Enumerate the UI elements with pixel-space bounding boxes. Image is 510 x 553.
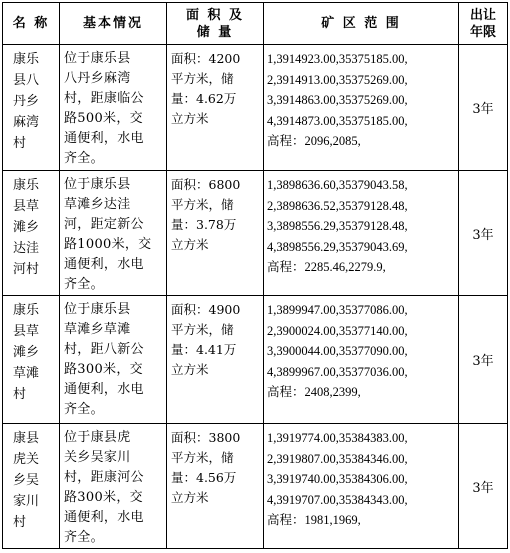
area-reserve-cell-line: 面积：4200 bbox=[171, 51, 241, 66]
mine-range-cell-line: 4,3899967.00,35377036.00, bbox=[267, 364, 408, 379]
area-reserve-cell-line: 量：4.56万 bbox=[171, 470, 237, 485]
basic-info-cell-line: 关乡吴家川 bbox=[64, 450, 131, 465]
basic-info-cell-line: 通便利，水电 bbox=[64, 257, 144, 272]
basic-info-cell-line: 村，距八新公 bbox=[64, 342, 144, 357]
basic-info-cell-line: 村，距康河公 bbox=[64, 470, 144, 485]
site-name-cell bbox=[3, 424, 60, 549]
basic-info-cell-line: 通便利，水电 bbox=[64, 510, 144, 525]
basic-info-cell-line: 路300米，交 bbox=[64, 490, 143, 505]
site-name-cell-line: 村 bbox=[13, 387, 27, 402]
area-reserve-cell-line: 平方米，储 bbox=[171, 71, 234, 86]
header-info: 基本情况 bbox=[60, 3, 167, 45]
header-coords: 矿 区 范 围 bbox=[264, 3, 459, 45]
header-area-line1: 面 积 及 bbox=[185, 7, 245, 23]
site-name-cell-line: 虎关 bbox=[13, 452, 40, 467]
mine-range-cell-line: 2,3919807.00,35384346.00, bbox=[267, 451, 408, 466]
mine-range-cell-line: 1,3899947.00,35377086.00, bbox=[267, 303, 408, 317]
header-name: 名 称 bbox=[3, 3, 60, 45]
mine-range-cell-line: 4,3898556.29,35379043.69, bbox=[267, 239, 408, 254]
mine-range-cell-line: 高程：2285.46,2279.9, bbox=[267, 260, 386, 274]
basic-info-cell-line: 齐全。 bbox=[64, 151, 104, 166]
site-name-cell bbox=[3, 296, 60, 424]
transfer-years-cell: 3年 bbox=[459, 171, 508, 296]
site-name-cell-line: 村 bbox=[13, 136, 27, 151]
basic-info-cell-line: 河，距定新公 bbox=[64, 217, 144, 232]
basic-info-cell-line: 位于康乐县 bbox=[64, 177, 131, 192]
basic-info-cell-line: 草滩乡达洼 bbox=[64, 197, 131, 212]
basic-info-cell-line: 通便利，水电 bbox=[64, 382, 144, 397]
area-reserve-cell-line: 立方米 bbox=[171, 490, 209, 505]
area-reserve-cell-line: 量：3.78万 bbox=[171, 217, 237, 232]
site-name-cell-line: 家川 bbox=[13, 494, 40, 509]
basic-info-cell bbox=[60, 171, 167, 296]
mine-range-cell-line: 4,3914873.00,35375185.00, bbox=[267, 113, 408, 128]
mine-range-cell-line: 2,3914913.00,35375269.00, bbox=[267, 72, 408, 87]
site-name-cell bbox=[3, 45, 60, 171]
header-years-line2: 年限 bbox=[469, 24, 496, 40]
site-name-cell-line: 滩乡 bbox=[13, 345, 40, 360]
area-reserve-cell-line: 立方米 bbox=[171, 362, 209, 377]
basic-info-cell-line: 通便利，水电 bbox=[64, 131, 144, 146]
basic-info-cell-line: 草滩乡草滩 bbox=[64, 322, 131, 337]
mine-range-cell-line: 高程：2408,2399, bbox=[267, 385, 361, 399]
mine-range-cell-line: 4,3919707.00,35384343.00, bbox=[267, 492, 408, 507]
mine-range-cell bbox=[264, 171, 459, 296]
site-name-cell-line: 康乐 bbox=[13, 52, 40, 67]
area-reserve-cell-line: 面积：3800 bbox=[171, 430, 241, 445]
header-area-line2: 储 量 bbox=[196, 24, 234, 40]
basic-info-cell bbox=[60, 296, 167, 424]
mine-range-cell bbox=[264, 424, 459, 549]
site-name-cell-line: 康县 bbox=[13, 431, 40, 446]
area-reserve-cell-line: 面积：4900 bbox=[171, 302, 241, 317]
site-name-cell-line: 康乐 bbox=[13, 303, 40, 318]
mining-rights-table bbox=[2, 2, 508, 549]
mine-range-cell-line: 高程：2096,2085, bbox=[267, 134, 361, 148]
mine-range-cell-line: 3,3919740.00,35384306.00, bbox=[267, 472, 408, 486]
area-reserve-cell-line: 面积：6800 bbox=[171, 177, 241, 192]
area-reserve-cell-line: 平方米，储 bbox=[171, 197, 234, 212]
mine-range-cell-line: 高程：1981,1969, bbox=[267, 513, 361, 527]
transfer-years-cell: 3年 bbox=[459, 45, 508, 171]
mine-range-cell-line: 1,3898636.60,35379043.58, bbox=[267, 178, 408, 192]
mine-range-cell-line: 3,3900044.00,35377090.00, bbox=[267, 344, 408, 358]
mine-range-cell bbox=[264, 296, 459, 424]
site-name-cell bbox=[3, 171, 60, 296]
table-row bbox=[3, 424, 508, 549]
basic-info-cell-line: 路300米，交 bbox=[64, 362, 143, 377]
area-reserve-cell-line: 量：4.62万 bbox=[171, 91, 237, 106]
basic-info-cell-line: 路500米，交 bbox=[64, 111, 143, 126]
site-name-cell-line: 县草 bbox=[13, 199, 40, 214]
basic-info-cell-line: 位于康县虎 bbox=[64, 430, 131, 445]
basic-info-cell-line: 齐全。 bbox=[64, 277, 104, 292]
basic-info-cell-line: 村，距康临公 bbox=[64, 91, 144, 106]
area-reserve-cell bbox=[167, 424, 264, 549]
table-row bbox=[3, 296, 508, 424]
site-name-cell-line: 村 bbox=[13, 515, 27, 530]
mine-range-cell-line: 2,3898636.52,35379128.48, bbox=[267, 198, 408, 213]
area-reserve-cell bbox=[167, 45, 264, 171]
area-reserve-cell-line: 平方米，储 bbox=[171, 450, 234, 465]
area-reserve-cell-line: 量：4.41万 bbox=[171, 342, 237, 357]
header-years bbox=[459, 3, 508, 45]
area-reserve-cell bbox=[167, 296, 264, 424]
basic-info-cell-line: 齐全。 bbox=[64, 402, 104, 417]
header-row bbox=[3, 3, 508, 45]
mine-range-cell-line: 2,3900024.00,35377140.00, bbox=[267, 323, 408, 338]
site-name-cell-line: 丹乡 bbox=[13, 94, 40, 109]
site-name-cell-line: 滩乡 bbox=[13, 220, 40, 235]
area-reserve-cell-line: 立方米 bbox=[171, 237, 209, 252]
site-name-cell-line: 康乐 bbox=[13, 178, 40, 193]
site-name-cell-line: 县草 bbox=[13, 324, 40, 339]
area-reserve-cell bbox=[167, 171, 264, 296]
mine-range-cell-line: 3,3914863.00,35375269.00, bbox=[267, 93, 408, 107]
basic-info-cell-line: 齐全。 bbox=[64, 530, 104, 545]
area-reserve-cell-line: 平方米，储 bbox=[171, 322, 234, 337]
mine-range-cell-line: 1,3919774.00,35384383.00, bbox=[267, 431, 408, 445]
basic-info-cell-line: 位于康乐县 bbox=[64, 51, 131, 66]
site-name-cell-line: 草滩 bbox=[13, 366, 40, 381]
mine-range-cell-line: 3,3898556.29,35379128.48, bbox=[267, 219, 408, 233]
site-name-cell-line: 麻湾 bbox=[13, 115, 40, 130]
mine-range-cell-line: 1,3914923.00,35375185.00, bbox=[267, 52, 408, 66]
header-area bbox=[167, 3, 264, 45]
basic-info-cell bbox=[60, 424, 167, 549]
table-row bbox=[3, 171, 508, 296]
basic-info-cell-line: 位于康乐县 bbox=[64, 302, 131, 317]
site-name-cell-line: 达洼 bbox=[13, 241, 40, 256]
header-years-line1: 出让 bbox=[469, 7, 496, 23]
basic-info-cell bbox=[60, 45, 167, 171]
site-name-cell-line: 乡吴 bbox=[13, 473, 40, 488]
mine-range-cell bbox=[264, 45, 459, 171]
table-row bbox=[3, 45, 508, 171]
site-name-cell-line: 河村 bbox=[13, 262, 40, 277]
site-name-cell-line: 县八 bbox=[13, 73, 40, 88]
area-reserve-cell-line: 立方米 bbox=[171, 111, 209, 126]
transfer-years-cell: 3年 bbox=[459, 296, 508, 424]
basic-info-cell-line: 路1000米，交 bbox=[64, 237, 152, 252]
transfer-years-cell: 3年 bbox=[459, 424, 508, 549]
basic-info-cell-line: 八丹乡麻湾 bbox=[64, 71, 131, 86]
